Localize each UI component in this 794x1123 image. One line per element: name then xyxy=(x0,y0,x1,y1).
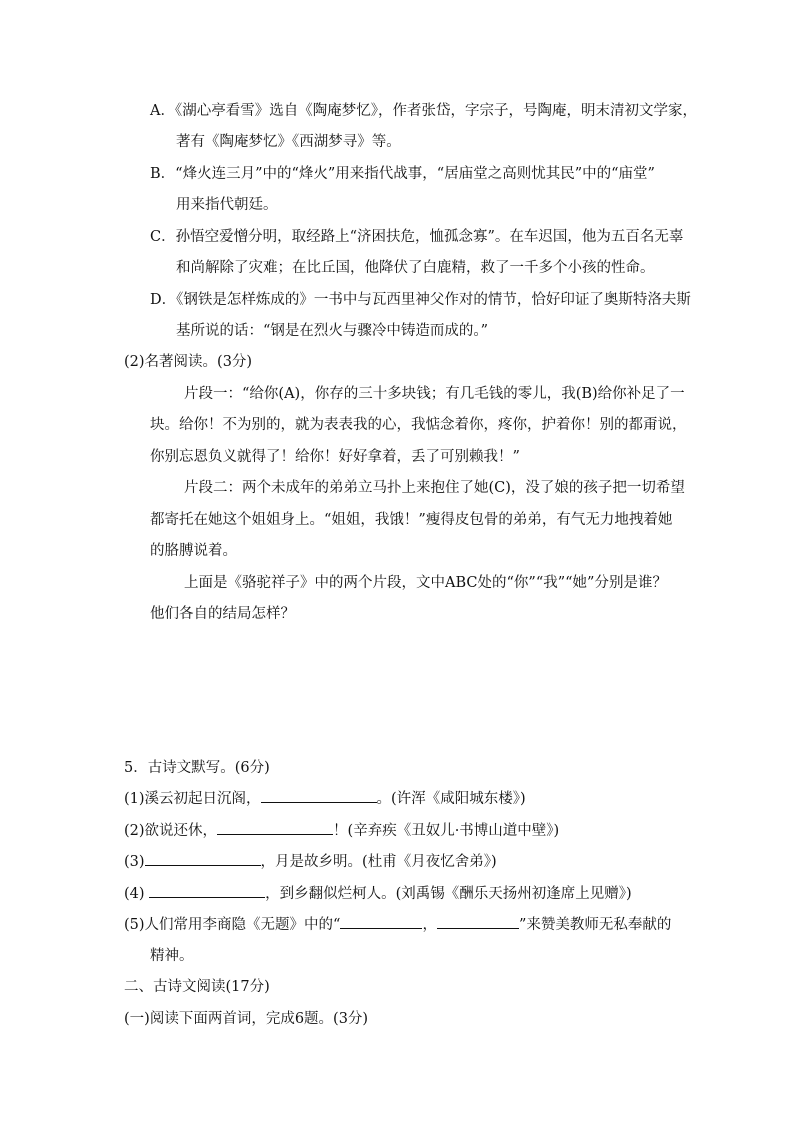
option-d-line1: D．《钢铁是怎样炼成的》一书中与瓦西里神父作对的情节，恰好印证了奥斯特洛夫斯 xyxy=(150,292,691,308)
q5-item-5-text: (5)人们常用李商隐《无题》中的“ xyxy=(124,917,341,933)
q5-item-2-text: (2)欲说还休， xyxy=(124,823,218,839)
q5-item-2 xyxy=(124,820,559,841)
section-2-heading: 二、古诗文阅读(17分) xyxy=(124,979,270,995)
q5-item-3-num: (3) xyxy=(124,854,145,870)
q5-item-4 xyxy=(124,883,632,904)
q5-item-4-text: ，到乡翻似烂柯人。(刘禹锡《酬乐天扬州初逢席上见赠》) xyxy=(265,886,632,902)
option-b-line1: B．“烽火连三月”中的“烽火”用来指代战事，“居庙堂之高则忧其民”中的“庙堂” xyxy=(150,166,655,182)
answer-blank[interactable] xyxy=(217,820,333,835)
q2-p2-line1: 片段二：两个未成年的弟弟立马扑上来抱住了她(C)，没了娘的孩子把一切希望 xyxy=(184,480,685,496)
q5-item-3-text: ，月是故乡明。(杜甫《月夜忆舍弟》) xyxy=(260,854,497,870)
q5-item-1-text: (1)溪云初起日沉阁， xyxy=(124,791,261,807)
q5-item-1 xyxy=(124,788,526,809)
option-c-line1: C．孙悟空爱憎分明，取经路上“济困扶危，恤孤念寡”。在车迟国，他为五百名无辜 xyxy=(150,229,684,245)
subsection-1-heading: (一)阅读下面两首词，完成6题。(3分) xyxy=(124,1011,369,1027)
q2-p1-line3: 你别忘恩负义就得了！给你！好好拿着，丢了可别赖我！” xyxy=(150,449,520,465)
q2-p2-line3: 的胳膊说着。 xyxy=(150,543,237,559)
q2-p2-line2: 都寄托在她这个姐姐身上。“姐姐，我饿！”瘦得皮包骨的弟弟，有气无力地拽着她 xyxy=(150,512,673,528)
option-c-line2: 和尚解除了灾难；在比丘国，他降伏了白鹿精，救了一千多个小孩的性命。 xyxy=(176,260,655,276)
option-a-line1: A．《湖心亭看雪》选自《陶庵梦忆》，作者张岱，字宗子，号陶庵，明末清初文学家， xyxy=(150,103,697,119)
answer-blank[interactable] xyxy=(261,788,377,803)
answer-blank[interactable] xyxy=(145,851,261,866)
q2-title: (2)名著阅读。(3分) xyxy=(124,354,253,370)
q5-item-5 xyxy=(124,914,671,935)
q2-p1-line1: 片段一：“给你(A)，你存的三十多块钱；有几毛钱的零儿，我(B)给你补足了一 xyxy=(184,386,685,402)
q5-item-5-line2: 精神。 xyxy=(150,948,194,964)
q5-item-2-source: ！(辛弃疾《丑奴儿·书博山道中壁》) xyxy=(333,823,560,839)
q5-item-3 xyxy=(124,851,497,872)
answer-blank[interactable] xyxy=(340,914,422,929)
option-d-line2: 基所说的话：“钢是在烈火与骤冷中铸造而成的。” xyxy=(176,323,489,339)
q2-p3-line2: 他们各自的结局怎样？ xyxy=(150,606,295,622)
q5-item-5-tail: ”来赞美教师无私奉献的 xyxy=(518,917,672,933)
q5-item-4-num: (4) xyxy=(124,886,150,902)
q2-p1-line2: 块。给你！不为别的，就为表表我的心，我惦念着你，疼你，护着你！别的都甭说， xyxy=(150,417,687,433)
q2-p3-line1: 上面是《骆驼祥子》中的两个片段，文中ABC处的“你”“我”“她”分别是谁？ xyxy=(184,575,667,591)
answer-blank[interactable] xyxy=(437,914,519,929)
option-b-line2: 用来指代朝廷。 xyxy=(176,197,278,213)
q5-item-1-source: 。(许浑《咸阳城东楼》) xyxy=(376,791,526,807)
answer-blank[interactable] xyxy=(149,883,265,898)
option-a-line2: 著有《陶庵梦忆》《西湖梦寻》等。 xyxy=(176,134,401,150)
q5-item-5-comma: ， xyxy=(422,917,437,933)
q5-title: 5．古诗文默写。(6分) xyxy=(124,760,270,776)
